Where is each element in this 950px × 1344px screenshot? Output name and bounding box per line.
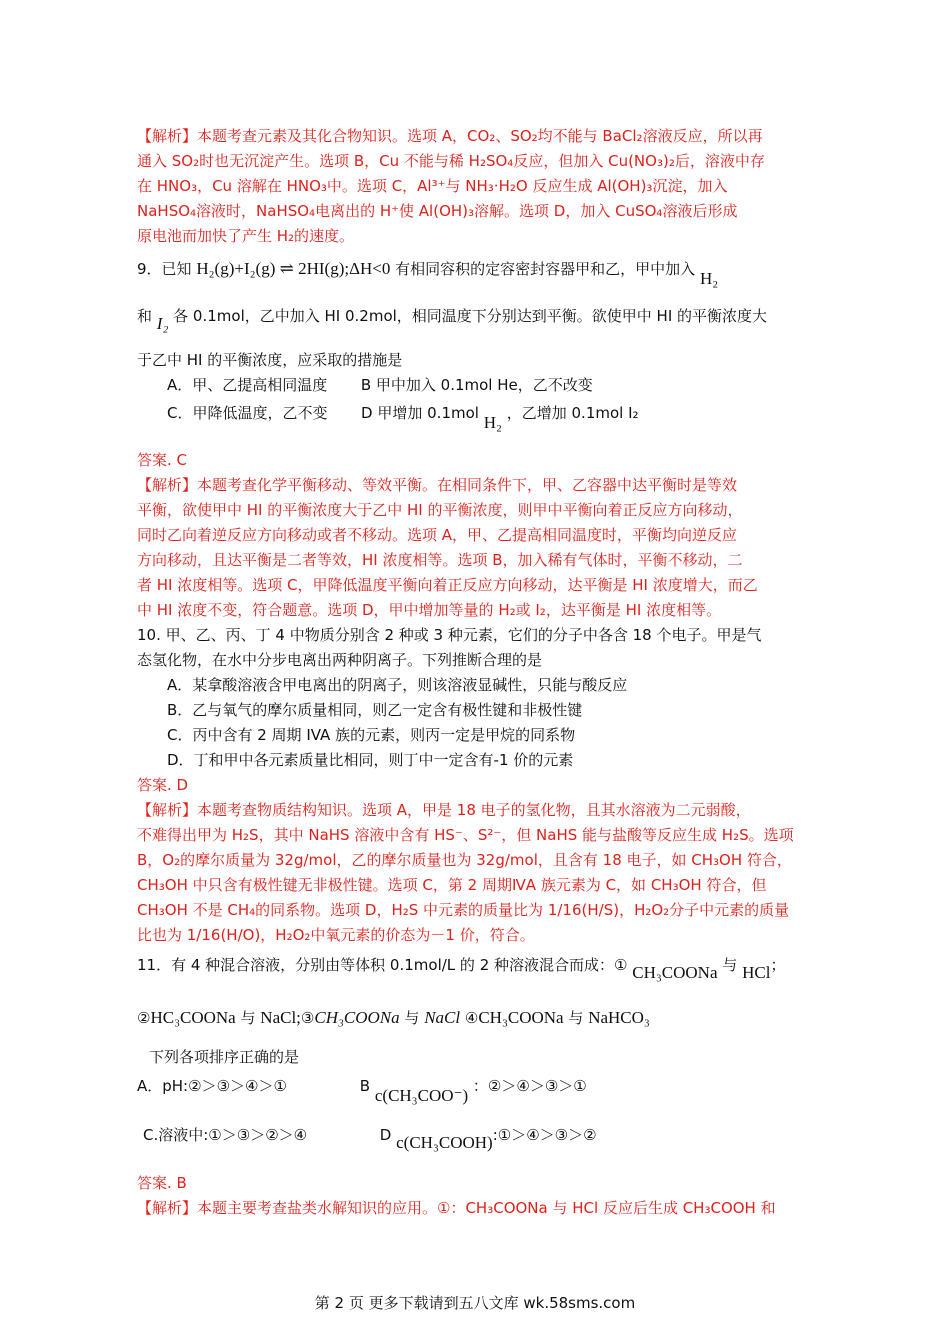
q11-circle-2: ②: [137, 1009, 151, 1027]
q9-analysis-line: 【解析】本题考查化学平衡移动、等效平衡。在相同条件下，甲、乙容器中达平衡时是等效: [137, 476, 738, 494]
q11-option-c: C.溶液中:①＞③＞②＞④: [143, 1126, 308, 1144]
q11-stem-prefix: 11．有 4 种混合溶液，分别由等体积 0.1mol/L 的 2 种溶液混合而成：①: [137, 956, 628, 974]
q10-analysis-line: 不难得出甲为 H₂S，其中 NaHS 溶液中含有 HS⁻、S²⁻，但 NaHS 能与盐酸等反应生成 H₂S。选项: [137, 826, 794, 844]
q10-answer-block: [137, 773, 817, 948]
q9-analysis-line: 平衡，欲使甲中 HI 的平衡浓度大于乙中 HI 的平衡浓度，则甲中平衡向着正反应方向移动，: [137, 501, 743, 519]
q11-with: 与: [568, 1009, 584, 1027]
q9-analysis-line: 方向移动，且达平衡是二者等效，HI 浓度相等。选项 B，加入稀有气体时，平衡不移动，二: [137, 551, 743, 569]
q11-circle-3: ③: [300, 1009, 315, 1027]
q11-ask-text: 下列各项排序正确的是: [149, 1048, 300, 1066]
q11-option-b-suffix: ：②＞④＞③＞①: [472, 1077, 587, 1095]
q9-options-row1: [137, 373, 817, 398]
q9-option-d-h2: H₂: [483, 413, 502, 432]
page-footer: 第 2 页 更多下载请到五八文库 wk.58sms.com: [314, 1294, 636, 1312]
q11-mix1-b: HCl: [742, 963, 771, 982]
q11-with: 与: [404, 1009, 420, 1027]
q11-option-d-suffix: :①＞④＞③＞②: [492, 1126, 597, 1144]
q10-analysis-line: 【解析】本题考查物质结构知识。选项 A，甲是 18 电子的氢化物，且其水溶液为二元弱酸，: [137, 801, 751, 819]
q8-analysis: [137, 124, 817, 249]
q9-line3: [137, 348, 817, 373]
q9-answer: 答案. C: [137, 451, 188, 469]
q8-analysis-line: 【解析】本题考查元素及其化合物知识。选项 A，CO₂、SO₂均不能与 BaCl₂溶液反应，所以再: [137, 127, 763, 145]
q10-option-c: C．丙中含有 2 周期 IVA 族的元素，则丙一定是甲烷的同系物: [167, 726, 576, 744]
q11-mix2-b: NaCl;: [260, 1008, 301, 1027]
q11-option-b-prefix: B: [359, 1077, 371, 1095]
q9-option-b: B 甲中加入 0.1mol He，乙不改变: [360, 376, 593, 394]
q10-analysis-line: CH₃OH 中只含有极性键无非极性键。选项 C，第 2 周期ⅣA 族元素为 C，如 CH₃OH 符合，但: [137, 876, 767, 894]
q10-option-a: A．某拿酸溶液含甲电离出的阴离子，则该溶液显碱性，只能与酸反应: [167, 676, 628, 694]
q10-stem-line: 10. 甲、乙、丙、丁 4 中物质分别含 2 种或 3 种元素，它们的分子中各含 18 个电子。甲是气: [137, 626, 762, 644]
q9-line2-suffix: 各 0.1mol，乙中加入 HI 0.2mol，相同温度下分别达到平衡。欲使甲中 HI 的平衡浓度大: [173, 307, 768, 325]
q11-semicolon: ；: [770, 956, 786, 974]
q10-option-b: B．乙与氧气的摩尔质量相同，则乙一定含有极性键和非极性键: [167, 701, 583, 719]
q9-analysis-line: 同时乙向着逆反应方向移动或者不移动。选项 A，甲、乙提高相同温度时，平衡均向逆反应: [137, 526, 738, 544]
q8-analysis-line: 在 HNO₃，Cu 溶解在 HNO₃中。选项 C，Al³⁺与 NH₃·H₂O 反应生成 Al(OH)₃沉淀，加入: [137, 177, 728, 195]
q11-mix2-a: HC₃COONa: [150, 1008, 236, 1027]
q9-line2: [137, 303, 817, 333]
q11-mix4-b: NaHCO₃: [588, 1008, 650, 1027]
q9-stem-prefix: 9．已知: [137, 260, 192, 278]
q9-i2: I₂: [156, 314, 169, 333]
q9-question: [137, 256, 817, 288]
q11-option-d-formula: c(CH₃COOH): [396, 1133, 493, 1152]
q11-mix1-a: CH₃COONa: [632, 963, 718, 982]
q10-analysis-line: CH₃OH 不是 CH₄的同系物。选项 D，H₂S 中元素的质量比为 1/16(H/S)，H₂O₂分子中元素的质量: [137, 901, 790, 919]
q11-with: 与: [722, 956, 738, 974]
q11-circle-4: ④: [464, 1009, 479, 1027]
q9-answer-block: [137, 448, 817, 623]
q11-mix4-a: CH₃COONa: [478, 1008, 564, 1027]
q11-options-row1: [137, 1073, 817, 1105]
q11-answer-block: [137, 1171, 817, 1221]
q11-analysis-line: 【解析】本题主要考查盐类水解知识的应用。①：CH₃COONa 与 HCl 反应后生成 CH₃COOH 和: [137, 1199, 776, 1217]
q9-line3-text: 于乙中 HI 的平衡浓度，应采取的措施是: [137, 351, 403, 369]
q9-option-d-prefix: D 甲增加 0.1mol: [361, 404, 479, 422]
q11-option-d-prefix: D: [379, 1126, 392, 1144]
q11-option-a: A．pH:②＞③＞④＞①: [137, 1077, 287, 1095]
q10-analysis-line: 比也为 1/16(H/O)，H₂O₂中氧元素的价态为－1 价，符合。: [137, 926, 535, 944]
q9-option-c: C．甲降低温度，乙不变: [167, 404, 328, 422]
q10-question: [137, 623, 817, 773]
q11-option-b-formula: c(CH₃COO⁻): [374, 1086, 469, 1105]
q10-option-d: D．丁和甲中各元素质量比相同，则丁中一定含有-1 价的元素: [167, 751, 574, 769]
q9-equation: H₂(g)+I₂(g) ⇌ 2HI(g);ΔH<0: [196, 259, 391, 278]
q9-stem-suffix: 有相同容积的定容密封容器甲和乙，甲中加入: [395, 260, 696, 278]
q11-stem: [137, 952, 817, 982]
q11-mix3-a: CH₃COONa: [314, 1008, 400, 1027]
q11-mix3-b: NaCl: [424, 1008, 461, 1027]
q11-mixtures: [137, 1005, 817, 1031]
q9-line2-prefix: 和: [137, 307, 153, 325]
q8-analysis-line: 通入 SO₂时也无沉淀产生。选项 B，Cu 不能与稀 H₂SO₄反应，但加入 Cu(NO₃)₂后，溶液中存: [137, 152, 765, 170]
q11-answer: 答案. B: [137, 1174, 187, 1192]
q10-stem-line: 态氢化物，在水中分步电离出两种阴离子。下列推断合理的是: [137, 651, 543, 669]
q9-analysis-line: 中 HI 浓度不变，符合题意。选项 D，甲中增加等量的 H₂或 I₂，达平衡是 HI 浓度相等。: [137, 601, 722, 619]
q9-options-row2: [137, 400, 817, 432]
q8-analysis-line: 原电池而加快了产生 H₂的速度。: [137, 227, 355, 245]
q9-option-a: A．甲、乙提高相同温度: [167, 376, 328, 394]
q11-ask: [137, 1045, 817, 1070]
q11-options-row2: [137, 1122, 817, 1152]
q9-h2: H₂: [699, 269, 719, 288]
q9-analysis-line: 者 HI 浓度相等。选项 C，甲降低温度平衡向着正反应方向移动，达平衡是 HI 浓度增大，而乙: [137, 576, 758, 594]
q10-answer: 答案. D: [137, 776, 189, 794]
q10-analysis-line: B，O₂的摩尔质量为 32g/mol，乙的摩尔质量也为 32g/mol，且含有 18 电子，如 CH₃OH 符合，: [137, 851, 792, 869]
q9-option-d-suffix: ，乙增加 0.1mol I₂: [506, 404, 639, 422]
q11-with: 与: [240, 1009, 256, 1027]
q8-analysis-line: NaHSO₄溶液时，NaHSO₄电离出的 H⁺使 Al(OH)₃溶解。选项 D，加入 CuSO₄溶液后形成: [137, 202, 738, 220]
